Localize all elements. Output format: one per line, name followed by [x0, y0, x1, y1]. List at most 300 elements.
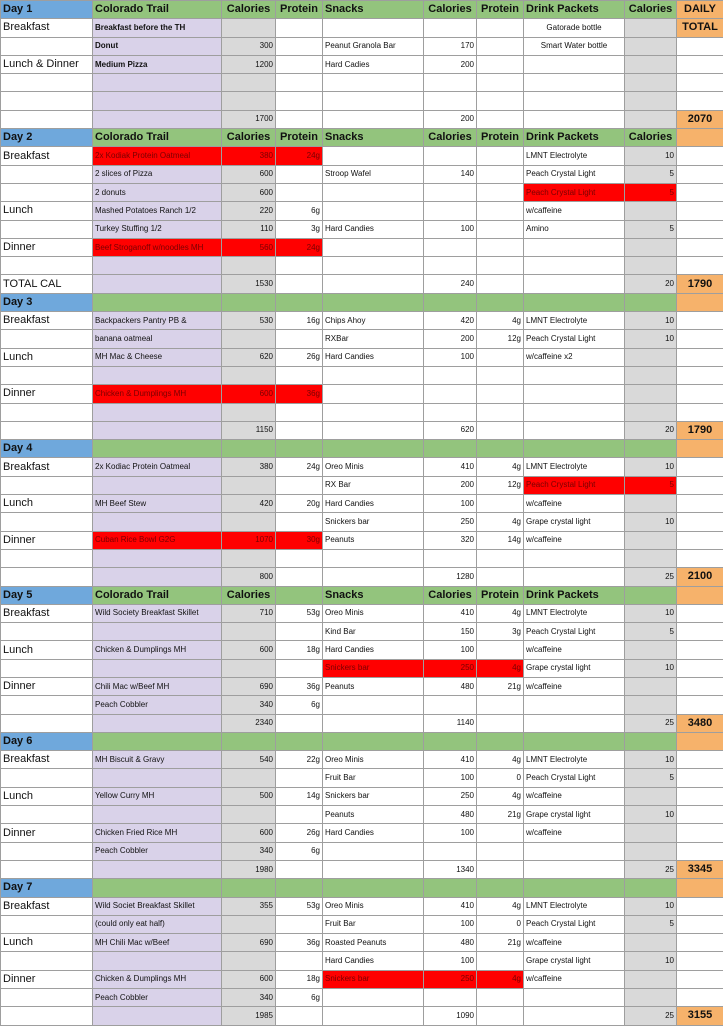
snack-protein-cell[interactable]	[477, 110, 524, 128]
daily-total-cell[interactable]	[677, 220, 723, 238]
snack-calories-cell[interactable]	[424, 549, 477, 567]
daily-total-cell[interactable]	[677, 934, 723, 952]
protein-cell[interactable]: 16g	[276, 312, 323, 330]
meal-cell[interactable]	[1, 696, 93, 714]
protein-cell[interactable]: 18g	[276, 641, 323, 659]
drink-calories-cell[interactable]: 10	[625, 952, 677, 970]
daily-total-cell[interactable]	[677, 74, 723, 92]
daily-total[interactable]: 1790	[677, 275, 723, 293]
daily-total-cell[interactable]: TOTAL	[677, 19, 723, 37]
food-cell[interactable]: Wild Society Breakfast Skillet	[93, 604, 222, 622]
drink-cell[interactable]: Grape crystal light	[524, 659, 625, 677]
drink-cell[interactable]: w/caffeine x2	[524, 348, 625, 366]
drink-header[interactable]: Drink Packets	[524, 129, 625, 147]
snack-calories-cell[interactable]	[424, 238, 477, 256]
calories-cell[interactable]	[222, 549, 276, 567]
food-cell[interactable]	[93, 476, 222, 494]
snack-cell[interactable]	[323, 1007, 424, 1025]
snack-protein-cell[interactable]	[477, 147, 524, 165]
snack-protein-cell[interactable]	[477, 824, 524, 842]
food-cell[interactable]	[93, 421, 222, 439]
snack-calories-cell[interactable]: 170	[424, 37, 477, 55]
protein-cell[interactable]	[276, 568, 323, 586]
drink-header[interactable]	[524, 732, 625, 750]
protein-cell[interactable]: 14g	[276, 787, 323, 805]
snack-calories-cell[interactable]: 100	[424, 824, 477, 842]
drink-header[interactable]	[524, 440, 625, 458]
snack-calories-cell[interactable]	[424, 403, 477, 421]
snack-protein-cell[interactable]: 0	[477, 915, 524, 933]
protein-cell[interactable]: 36g	[276, 385, 323, 403]
summary-label[interactable]	[1, 1007, 93, 1025]
snack-protein-cell[interactable]	[477, 495, 524, 513]
snack-cell[interactable]	[323, 147, 424, 165]
daily-total-cell[interactable]	[677, 641, 723, 659]
protein-cell[interactable]	[276, 915, 323, 933]
drink-calories-cell[interactable]: 10	[625, 897, 677, 915]
food-cell[interactable]	[93, 860, 222, 878]
calories-cell[interactable]	[222, 257, 276, 275]
food-cell[interactable]	[93, 513, 222, 531]
snack-cell[interactable]	[323, 549, 424, 567]
calories-cell[interactable]: 600	[222, 385, 276, 403]
snack-cell[interactable]	[323, 421, 424, 439]
snack-cell[interactable]	[323, 366, 424, 384]
calories-cell[interactable]: 600	[222, 824, 276, 842]
drink-cell[interactable]: w/caffeine	[524, 824, 625, 842]
drink-cell[interactable]	[524, 275, 625, 293]
protein-cell[interactable]	[276, 769, 323, 787]
protein-cell[interactable]: 30g	[276, 531, 323, 549]
drink-cell[interactable]: Peach Crystal Light	[524, 769, 625, 787]
snacks-header[interactable]: Snacks	[323, 1, 424, 19]
calories-cell[interactable]: 690	[222, 677, 276, 695]
drink-calories-cell[interactable]	[625, 92, 677, 110]
day-label[interactable]: Day 4	[1, 440, 93, 458]
drink-calories-header[interactable]: Calories	[625, 1, 677, 19]
protein-cell[interactable]	[276, 549, 323, 567]
food-cell[interactable]: Peach Cobbler	[93, 989, 222, 1007]
protein-cell[interactable]: 20g	[276, 495, 323, 513]
meal-cell[interactable]	[1, 220, 93, 238]
calories-cell[interactable]: 530	[222, 312, 276, 330]
snack-protein-cell[interactable]: 4g	[477, 751, 524, 769]
drink-header[interactable]: Drink Packets	[524, 1, 625, 19]
drink-cell[interactable]: LMNT Electrolyte	[524, 312, 625, 330]
protein-cell[interactable]: 6g	[276, 842, 323, 860]
protein-cell[interactable]: 22g	[276, 751, 323, 769]
snack-calories-header[interactable]: Calories	[424, 1, 477, 19]
daily-total-header[interactable]	[677, 732, 723, 750]
snack-cell[interactable]	[323, 989, 424, 1007]
protein-cell[interactable]	[276, 421, 323, 439]
drink-calories-header[interactable]	[625, 879, 677, 897]
drink-calories-cell[interactable]	[625, 37, 677, 55]
drink-calories-header[interactable]	[625, 732, 677, 750]
snack-protein-header[interactable]: Protein	[477, 586, 524, 604]
total-drink-calories[interactable]	[625, 110, 677, 128]
snack-cell[interactable]: RX Bar	[323, 476, 424, 494]
protein-cell[interactable]: 26g	[276, 824, 323, 842]
snack-calories-cell[interactable]: 250	[424, 787, 477, 805]
snack-calories-cell[interactable]: 150	[424, 623, 477, 641]
drink-calories-cell[interactable]	[625, 677, 677, 695]
calories-cell[interactable]	[222, 19, 276, 37]
daily-total-cell[interactable]	[677, 495, 723, 513]
protein-cell[interactable]	[276, 275, 323, 293]
snack-cell[interactable]: Chips Ahoy	[323, 312, 424, 330]
daily-total-cell[interactable]	[677, 183, 723, 201]
trail-header[interactable]	[93, 293, 222, 311]
meal-cell[interactable]	[1, 989, 93, 1007]
food-cell[interactable]: Turkey Stuffing 1/2	[93, 220, 222, 238]
snacks-header[interactable]: Snacks	[323, 129, 424, 147]
daily-total-cell[interactable]	[677, 806, 723, 824]
food-cell[interactable]: Beef Stroganoff w/noodles MH	[93, 238, 222, 256]
meal-cell[interactable]	[1, 403, 93, 421]
summary-label[interactable]: TOTAL CAL	[1, 275, 93, 293]
snack-cell[interactable]	[323, 842, 424, 860]
daily-total-header[interactable]	[677, 440, 723, 458]
daily-total-cell[interactable]	[677, 915, 723, 933]
protein-cell[interactable]: 53g	[276, 897, 323, 915]
snack-protein-header[interactable]	[477, 293, 524, 311]
daily-total-cell[interactable]	[677, 238, 723, 256]
snack-protein-header[interactable]: Protein	[477, 129, 524, 147]
snack-cell[interactable]: Snickers bar	[323, 970, 424, 988]
total-calories[interactable]: 1530	[222, 275, 276, 293]
snack-calories-header[interactable]	[424, 293, 477, 311]
daily-total-cell[interactable]	[677, 37, 723, 55]
snack-cell[interactable]: Hard Candies	[323, 495, 424, 513]
calories-cell[interactable]: 340	[222, 696, 276, 714]
snack-cell[interactable]	[323, 74, 424, 92]
snack-calories-header[interactable]: Calories	[424, 129, 477, 147]
protein-cell[interactable]	[276, 330, 323, 348]
drink-calories-cell[interactable]: 5	[625, 623, 677, 641]
protein-cell[interactable]	[276, 513, 323, 531]
protein-cell[interactable]	[276, 183, 323, 201]
snack-protein-cell[interactable]	[477, 348, 524, 366]
snack-protein-cell[interactable]: 4g	[477, 513, 524, 531]
snack-protein-header[interactable]	[477, 732, 524, 750]
daily-total-header[interactable]	[677, 879, 723, 897]
food-cell[interactable]: (could only eat half)	[93, 915, 222, 933]
daily-total-cell[interactable]	[677, 165, 723, 183]
daily-total-cell[interactable]	[677, 952, 723, 970]
snack-protein-cell[interactable]	[477, 952, 524, 970]
calories-cell[interactable]: 600	[222, 165, 276, 183]
snack-cell[interactable]: RXBar	[323, 330, 424, 348]
drink-cell[interactable]: Gatorade bottle	[524, 19, 625, 37]
calories-cell[interactable]: 500	[222, 787, 276, 805]
daily-total[interactable]: 3345	[677, 860, 723, 878]
daily-total-cell[interactable]	[677, 147, 723, 165]
drink-cell[interactable]	[524, 257, 625, 275]
calories-cell[interactable]	[222, 403, 276, 421]
snack-calories-cell[interactable]: 200	[424, 55, 477, 73]
snack-protein-cell[interactable]	[477, 714, 524, 732]
snack-calories-cell[interactable]: 410	[424, 751, 477, 769]
total-drink-calories[interactable]: 20	[625, 275, 677, 293]
drink-cell[interactable]: Peach Crystal Light	[524, 915, 625, 933]
drink-calories-cell[interactable]: 5	[625, 183, 677, 201]
meal-cell[interactable]: Dinner	[1, 238, 93, 256]
snack-calories-header[interactable]	[424, 879, 477, 897]
snack-calories-cell[interactable]: 410	[424, 458, 477, 476]
drink-calories-cell[interactable]	[625, 202, 677, 220]
protein-cell[interactable]	[276, 366, 323, 384]
trail-header[interactable]: Colorado Trail	[93, 586, 222, 604]
snack-calories-cell[interactable]: 100	[424, 220, 477, 238]
protein-cell[interactable]: 24g	[276, 147, 323, 165]
drink-cell[interactable]: LMNT Electrolyte	[524, 897, 625, 915]
snack-protein-cell[interactable]: 21g	[477, 806, 524, 824]
meal-cell[interactable]: Breakfast	[1, 147, 93, 165]
snack-protein-cell[interactable]	[477, 165, 524, 183]
snack-calories-cell[interactable]: 100	[424, 915, 477, 933]
drink-cell[interactable]	[524, 714, 625, 732]
trail-header[interactable]	[93, 879, 222, 897]
trail-header[interactable]	[93, 732, 222, 750]
calories-header[interactable]: Calories	[222, 1, 276, 19]
drink-calories-cell[interactable]: 10	[625, 458, 677, 476]
calories-cell[interactable]	[222, 92, 276, 110]
trail-header[interactable]	[93, 440, 222, 458]
drink-calories-cell[interactable]	[625, 257, 677, 275]
snack-protein-cell[interactable]	[477, 238, 524, 256]
calories-cell[interactable]	[222, 769, 276, 787]
drink-calories-cell[interactable]	[625, 696, 677, 714]
drink-calories-cell[interactable]	[625, 970, 677, 988]
drink-calories-cell[interactable]	[625, 641, 677, 659]
drink-calories-cell[interactable]	[625, 366, 677, 384]
snack-protein-cell[interactable]	[477, 1007, 524, 1025]
protein-cell[interactable]	[276, 476, 323, 494]
food-cell[interactable]: Chicken Fried Rice MH	[93, 824, 222, 842]
snack-calories-cell[interactable]	[424, 202, 477, 220]
meal-cell[interactable]	[1, 549, 93, 567]
snack-cell[interactable]: Snickers bar	[323, 787, 424, 805]
meal-cell[interactable]: Breakfast	[1, 19, 93, 37]
drink-calories-cell[interactable]	[625, 787, 677, 805]
day-label[interactable]: Day 7	[1, 879, 93, 897]
drink-calories-cell[interactable]	[625, 495, 677, 513]
drink-cell[interactable]	[524, 1007, 625, 1025]
meal-cell[interactable]	[1, 476, 93, 494]
snack-protein-cell[interactable]	[477, 257, 524, 275]
food-cell[interactable]: Chili Mac w/Beef MH	[93, 677, 222, 695]
snack-protein-cell[interactable]	[477, 37, 524, 55]
snack-protein-cell[interactable]: 4g	[477, 897, 524, 915]
drink-calories-cell[interactable]	[625, 549, 677, 567]
calories-cell[interactable]: 340	[222, 842, 276, 860]
meal-cell[interactable]	[1, 37, 93, 55]
calories-cell[interactable]: 1200	[222, 55, 276, 73]
daily-total-cell[interactable]	[677, 366, 723, 384]
meal-cell[interactable]	[1, 952, 93, 970]
protein-cell[interactable]: 6g	[276, 696, 323, 714]
snack-protein-header[interactable]: Protein	[477, 1, 524, 19]
snack-cell[interactable]: Roasted Peanuts	[323, 934, 424, 952]
food-cell[interactable]: Yellow Curry MH	[93, 787, 222, 805]
drink-calories-header[interactable]	[625, 440, 677, 458]
drink-calories-cell[interactable]: 10	[625, 604, 677, 622]
meal-cell[interactable]	[1, 806, 93, 824]
drink-cell[interactable]: LMNT Electrolyte	[524, 751, 625, 769]
drink-calories-cell[interactable]: 10	[625, 806, 677, 824]
meal-cell[interactable]	[1, 769, 93, 787]
daily-total-header[interactable]	[677, 586, 723, 604]
daily-total[interactable]: 3480	[677, 714, 723, 732]
protein-cell[interactable]	[276, 165, 323, 183]
calories-cell[interactable]: 620	[222, 348, 276, 366]
drink-cell[interactable]: Grape crystal light	[524, 513, 625, 531]
protein-header[interactable]: Protein	[276, 1, 323, 19]
drink-cell[interactable]	[524, 568, 625, 586]
drink-calories-cell[interactable]	[625, 842, 677, 860]
meal-cell[interactable]: Dinner	[1, 531, 93, 549]
drink-calories-cell[interactable]: 5	[625, 769, 677, 787]
calories-cell[interactable]: 110	[222, 220, 276, 238]
calories-cell[interactable]	[222, 952, 276, 970]
snack-calories-cell[interactable]	[424, 842, 477, 860]
snack-protein-cell[interactable]: 21g	[477, 934, 524, 952]
daily-total-cell[interactable]	[677, 842, 723, 860]
daily-total-cell[interactable]	[677, 677, 723, 695]
food-cell[interactable]	[93, 769, 222, 787]
trail-header[interactable]: Colorado Trail	[93, 129, 222, 147]
snack-protein-cell[interactable]	[477, 202, 524, 220]
snack-protein-cell[interactable]: 14g	[477, 531, 524, 549]
drink-calories-cell[interactable]: 10	[625, 751, 677, 769]
meal-cell[interactable]: Dinner	[1, 970, 93, 988]
snack-protein-cell[interactable]: 12g	[477, 476, 524, 494]
meal-cell[interactable]	[1, 330, 93, 348]
snack-cell[interactable]	[323, 19, 424, 37]
daily-total[interactable]: 1790	[677, 421, 723, 439]
calories-cell[interactable]: 690	[222, 934, 276, 952]
snack-cell[interactable]: Oreo Minis	[323, 751, 424, 769]
drink-cell[interactable]	[524, 385, 625, 403]
snack-calories-cell[interactable]: 100	[424, 495, 477, 513]
total-snack-calories[interactable]: 620	[424, 421, 477, 439]
daily-total-cell[interactable]	[677, 458, 723, 476]
daily-total-cell[interactable]	[677, 55, 723, 73]
snack-protein-cell[interactable]	[477, 275, 524, 293]
food-cell[interactable]: 2 donuts	[93, 183, 222, 201]
food-cell[interactable]	[93, 1007, 222, 1025]
snack-cell[interactable]	[323, 714, 424, 732]
drink-cell[interactable]: Peach Crystal Light	[524, 623, 625, 641]
food-cell[interactable]	[93, 74, 222, 92]
meal-cell[interactable]	[1, 74, 93, 92]
total-drink-calories[interactable]: 25	[625, 1007, 677, 1025]
protein-cell[interactable]	[276, 714, 323, 732]
snack-calories-cell[interactable]	[424, 385, 477, 403]
food-cell[interactable]	[93, 714, 222, 732]
protein-cell[interactable]: 36g	[276, 934, 323, 952]
drink-calories-cell[interactable]: 10	[625, 312, 677, 330]
snack-cell[interactable]	[323, 860, 424, 878]
drink-calories-cell[interactable]	[625, 19, 677, 37]
drink-cell[interactable]: Smart Water bottle	[524, 37, 625, 55]
snack-calories-cell[interactable]: 140	[424, 165, 477, 183]
protein-cell[interactable]	[276, 37, 323, 55]
snack-cell[interactable]	[323, 275, 424, 293]
calories-header[interactable]	[222, 293, 276, 311]
calories-cell[interactable]	[222, 476, 276, 494]
snack-calories-header[interactable]	[424, 732, 477, 750]
food-cell[interactable]: 2 slices of Pizza	[93, 165, 222, 183]
drink-calories-cell[interactable]	[625, 348, 677, 366]
daily-total-cell[interactable]	[677, 531, 723, 549]
snack-calories-cell[interactable]: 250	[424, 970, 477, 988]
drink-cell[interactable]: w/caffeine	[524, 495, 625, 513]
total-calories[interactable]: 800	[222, 568, 276, 586]
snack-cell[interactable]: Hard Candies	[323, 348, 424, 366]
total-calories[interactable]: 1700	[222, 110, 276, 128]
food-cell[interactable]: MH Biscuit & Gravy	[93, 751, 222, 769]
snack-cell[interactable]	[323, 238, 424, 256]
drink-calories-cell[interactable]	[625, 403, 677, 421]
snack-cell[interactable]	[323, 696, 424, 714]
protein-cell[interactable]	[276, 806, 323, 824]
drink-cell[interactable]: w/caffeine	[524, 677, 625, 695]
calories-cell[interactable]: 600	[222, 970, 276, 988]
calories-header[interactable]	[222, 732, 276, 750]
calories-cell[interactable]: 600	[222, 641, 276, 659]
calories-cell[interactable]: 300	[222, 37, 276, 55]
calories-cell[interactable]	[222, 330, 276, 348]
snack-calories-cell[interactable]: 200	[424, 476, 477, 494]
trail-header[interactable]: Colorado Trail	[93, 1, 222, 19]
protein-cell[interactable]: 18g	[276, 970, 323, 988]
drink-cell[interactable]: LMNT Electrolyte	[524, 458, 625, 476]
total-drink-calories[interactable]: 25	[625, 714, 677, 732]
meal-cell[interactable]: Lunch	[1, 934, 93, 952]
calories-header[interactable]	[222, 440, 276, 458]
drink-calories-cell[interactable]: 10	[625, 513, 677, 531]
meal-cell[interactable]	[1, 659, 93, 677]
snack-protein-cell[interactable]	[477, 366, 524, 384]
snack-cell[interactable]: Peanut Granola Bar	[323, 37, 424, 55]
snacks-header[interactable]	[323, 879, 424, 897]
food-cell[interactable]	[93, 549, 222, 567]
calories-cell[interactable]: 220	[222, 202, 276, 220]
total-drink-calories[interactable]: 25	[625, 568, 677, 586]
protein-cell[interactable]: 3g	[276, 220, 323, 238]
food-cell[interactable]: Chicken & Dumplings MH	[93, 385, 222, 403]
total-snack-calories[interactable]: 240	[424, 275, 477, 293]
drink-calories-header[interactable]: Calories	[625, 129, 677, 147]
protein-cell[interactable]	[276, 659, 323, 677]
drink-cell[interactable]	[524, 989, 625, 1007]
drink-calories-cell[interactable]	[625, 531, 677, 549]
daily-total-cell[interactable]	[677, 970, 723, 988]
drink-cell[interactable]: Peach Crystal Light	[524, 330, 625, 348]
drink-cell[interactable]: w/caffeine	[524, 641, 625, 659]
drink-cell[interactable]	[524, 55, 625, 73]
drink-calories-header[interactable]	[625, 586, 677, 604]
day-label[interactable]: Day 6	[1, 732, 93, 750]
snack-protein-cell[interactable]: 3g	[477, 623, 524, 641]
snack-protein-cell[interactable]: 4g	[477, 970, 524, 988]
daily-total-cell[interactable]	[677, 403, 723, 421]
snack-cell[interactable]	[323, 385, 424, 403]
snack-protein-cell[interactable]	[477, 989, 524, 1007]
calories-cell[interactable]: 420	[222, 495, 276, 513]
